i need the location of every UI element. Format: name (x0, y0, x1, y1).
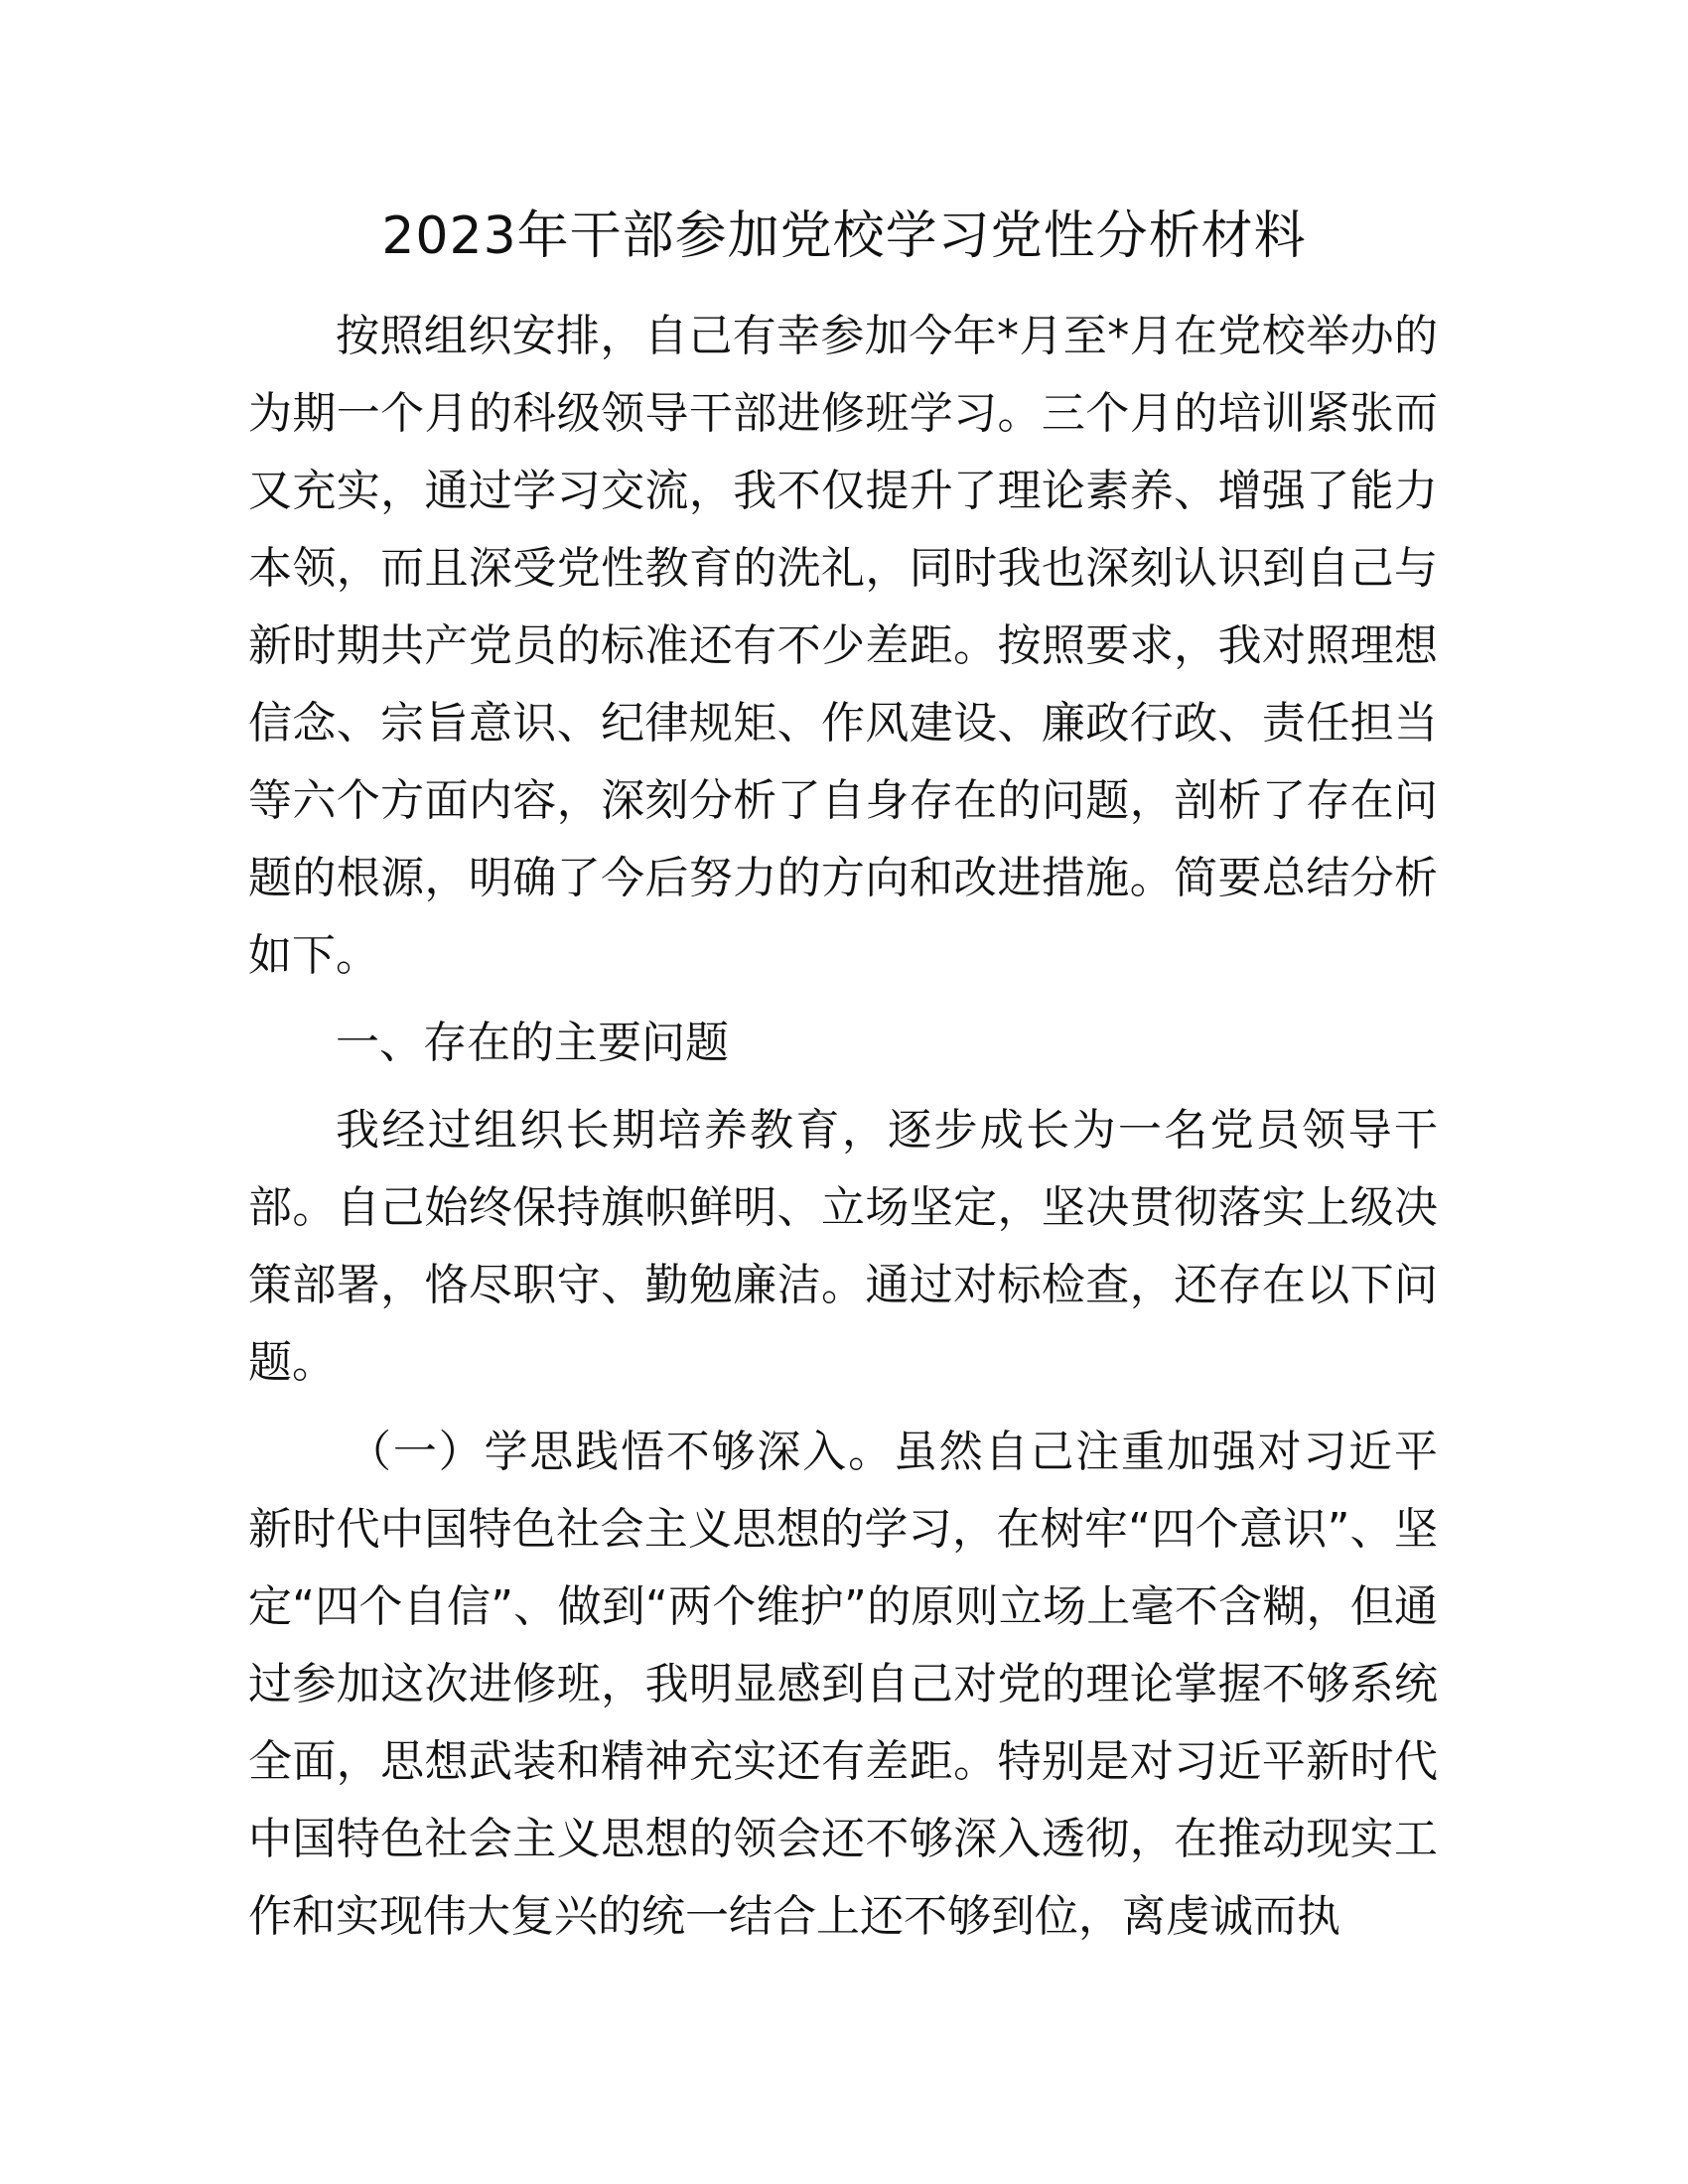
document-title: 2023年干部参加党校学习党性分析材料 (381, 206, 1307, 266)
intro-paragraph: 按照组织安排，自己有幸参加今年*月至*月在党校举办的为期一个月的科级领导干部进修班学习。三个月的培训紧张而又充实，通过学习交流，我不仅提升了理论素养、增强了能力本领，而且深受党性教育的洗礼，同时我也深刻认识到自己与新时期共产党员的标准还有不少差距。按照要求，我对照理想信念、宗旨意识、纪律规矩、作风建设、廉政行政、责任担当等六个方面内容，深刻分析了自身存在的问题，剖析了存在问题的根源，明确了今后努力的方向和改进措施。简要总结分析如下。 (248, 311, 1438, 981)
section-heading-problems: 一、存在的主要问题 (336, 1018, 729, 1068)
subsection-paragraph-1: （一）学思践悟不够深入。虽然自己注重加强对习近平新时代中国特色社会主义思想的学习，在树牢“四个意识”、坚定“四个自信”、做到“两个维护”的原则立场上毫不含糊，但通过参加这次进修班，我明显感到自己对党的理论掌握不够系统全面，思想武装和精神充实还有差距。特别是对习近平新时代中国特色社会主义思想的领会还不够深入透彻，在推动现实工作和实现伟大复兴的统一结合上还不够到位，离虔诚而执 (248, 1427, 1438, 1942)
document-body (248, 298, 1438, 1956)
section-intro-paragraph: 我经过组织长期培养教育，逐步成长为一名党员领导干部。自己始终保持旗帜鲜明、立场坚定，坚决贯彻落实上级决策部署，恪尽职守、勤勉廉洁。通过对标检查，还存在以下问题。 (248, 1105, 1438, 1388)
